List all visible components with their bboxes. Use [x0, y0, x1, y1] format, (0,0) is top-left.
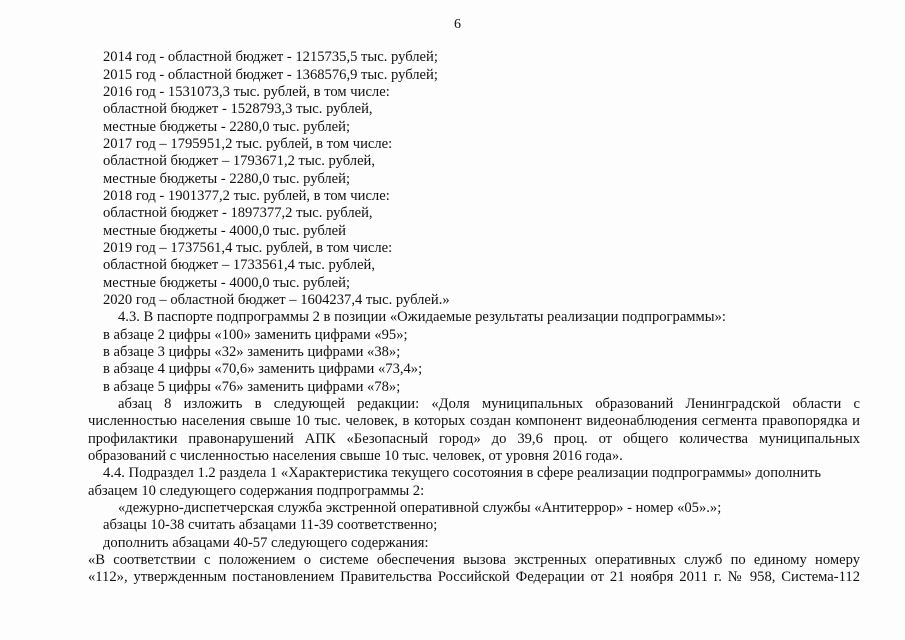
- text-line: 2020 год – областной бюджет – 1604237,4 тыс. рублей.»: [103, 292, 450, 308]
- text-line: местные бюджеты - 2280,0 тыс. рублей;: [103, 119, 351, 135]
- text-line: местные бюджеты - 4000,0 тыс. рублей: [103, 223, 346, 239]
- text-line: абзац 8 изложить в следующей редакции: «Доля муниципальных образований Ленинградской области с: [118, 396, 860, 412]
- text-line: в абзаце 2 цифры «100» заменить цифрами «95»;: [103, 327, 408, 343]
- text-line: в абзаце 3 цифры «32» заменить цифрами «38»;: [103, 344, 401, 360]
- text-line: 2018 год - 1901377,2 тыс. рублей, в том числе:: [103, 188, 390, 204]
- text-line: 4.3. В паспорте подпрограммы 2 в позиции «Ожидаемые результаты реализации подпрограммы»:: [118, 309, 726, 325]
- text-line: 4.4. Подраздел 1.2 раздела 1 «Характеристика текущего сосотояния в сфере реализации подпрограммы» дополнить: [103, 465, 822, 481]
- text-line: 2014 год - областной бюджет - 1215735,5 тыс. рублей;: [103, 49, 438, 65]
- text-line: численностью населения свыше 10 тыс. человек, в которых создан компонент видеонаблюдения сегмента правопорядка и: [88, 413, 860, 429]
- text-line: в абзаце 4 цифры «70,6» заменить цифрами «73,4»;: [103, 361, 423, 377]
- text-line: профилактики правонарушений АПК «Безопасный город» до 39,6 проц. от общего количества муниципальных: [88, 431, 860, 447]
- text-line: областной бюджет - 1897377,2 тыс. рублей,: [103, 205, 373, 221]
- text-line: образований с численностью населения свыше 10 тыс. человек, от уровня 2016 года».: [88, 448, 623, 464]
- text-line: 2015 год - областной бюджет - 1368576,9 тыс. рублей;: [103, 67, 438, 83]
- text-line: областной бюджет – 1733561,4 тыс. рублей,: [103, 257, 376, 273]
- page-number: 6: [454, 17, 461, 32]
- text-line: абзацы 10-38 считать абзацами 11-39 соответственно;: [103, 517, 438, 533]
- text-line: областной бюджет – 1793671,2 тыс. рублей,: [103, 153, 376, 169]
- text-line: в абзаце 5 цифры «76» заменить цифрами «78»;: [103, 379, 401, 395]
- text-line: дополнить абзацами 40-57 следующего содержания:: [103, 535, 429, 551]
- text-line: местные бюджеты - 2280,0 тыс. рублей;: [103, 171, 351, 187]
- text-line: абзацем 10 следующего содержания подпрограммы 2:: [88, 483, 425, 499]
- text-line: 2016 год - 1531073,3 тыс. рублей, в том числе:: [103, 84, 390, 100]
- text-line: местные бюджеты - 4000,0 тыс. рублей;: [103, 275, 351, 291]
- text-line: «дежурно-диспетчерская служба экстренной оперативной службы «Антитеррор» - номер «05».»;: [118, 500, 722, 516]
- text-line: 2017 год – 1795951,2 тыс. рублей, в том числе:: [103, 136, 393, 152]
- text-line: «112», утвержденным постановлением Правительства Российской Федерации от 21 ноября 2011 г. № 958, Система-112: [88, 569, 860, 585]
- text-line: 2019 год – 1737561,4 тыс. рублей, в том числе:: [103, 240, 393, 256]
- text-line: «В соответствии с положением о системе обеспечения вызова экстренных оперативных служб по единому номеру: [88, 552, 860, 568]
- text-line: областной бюджет - 1528793,3 тыс. рублей,: [103, 101, 373, 117]
